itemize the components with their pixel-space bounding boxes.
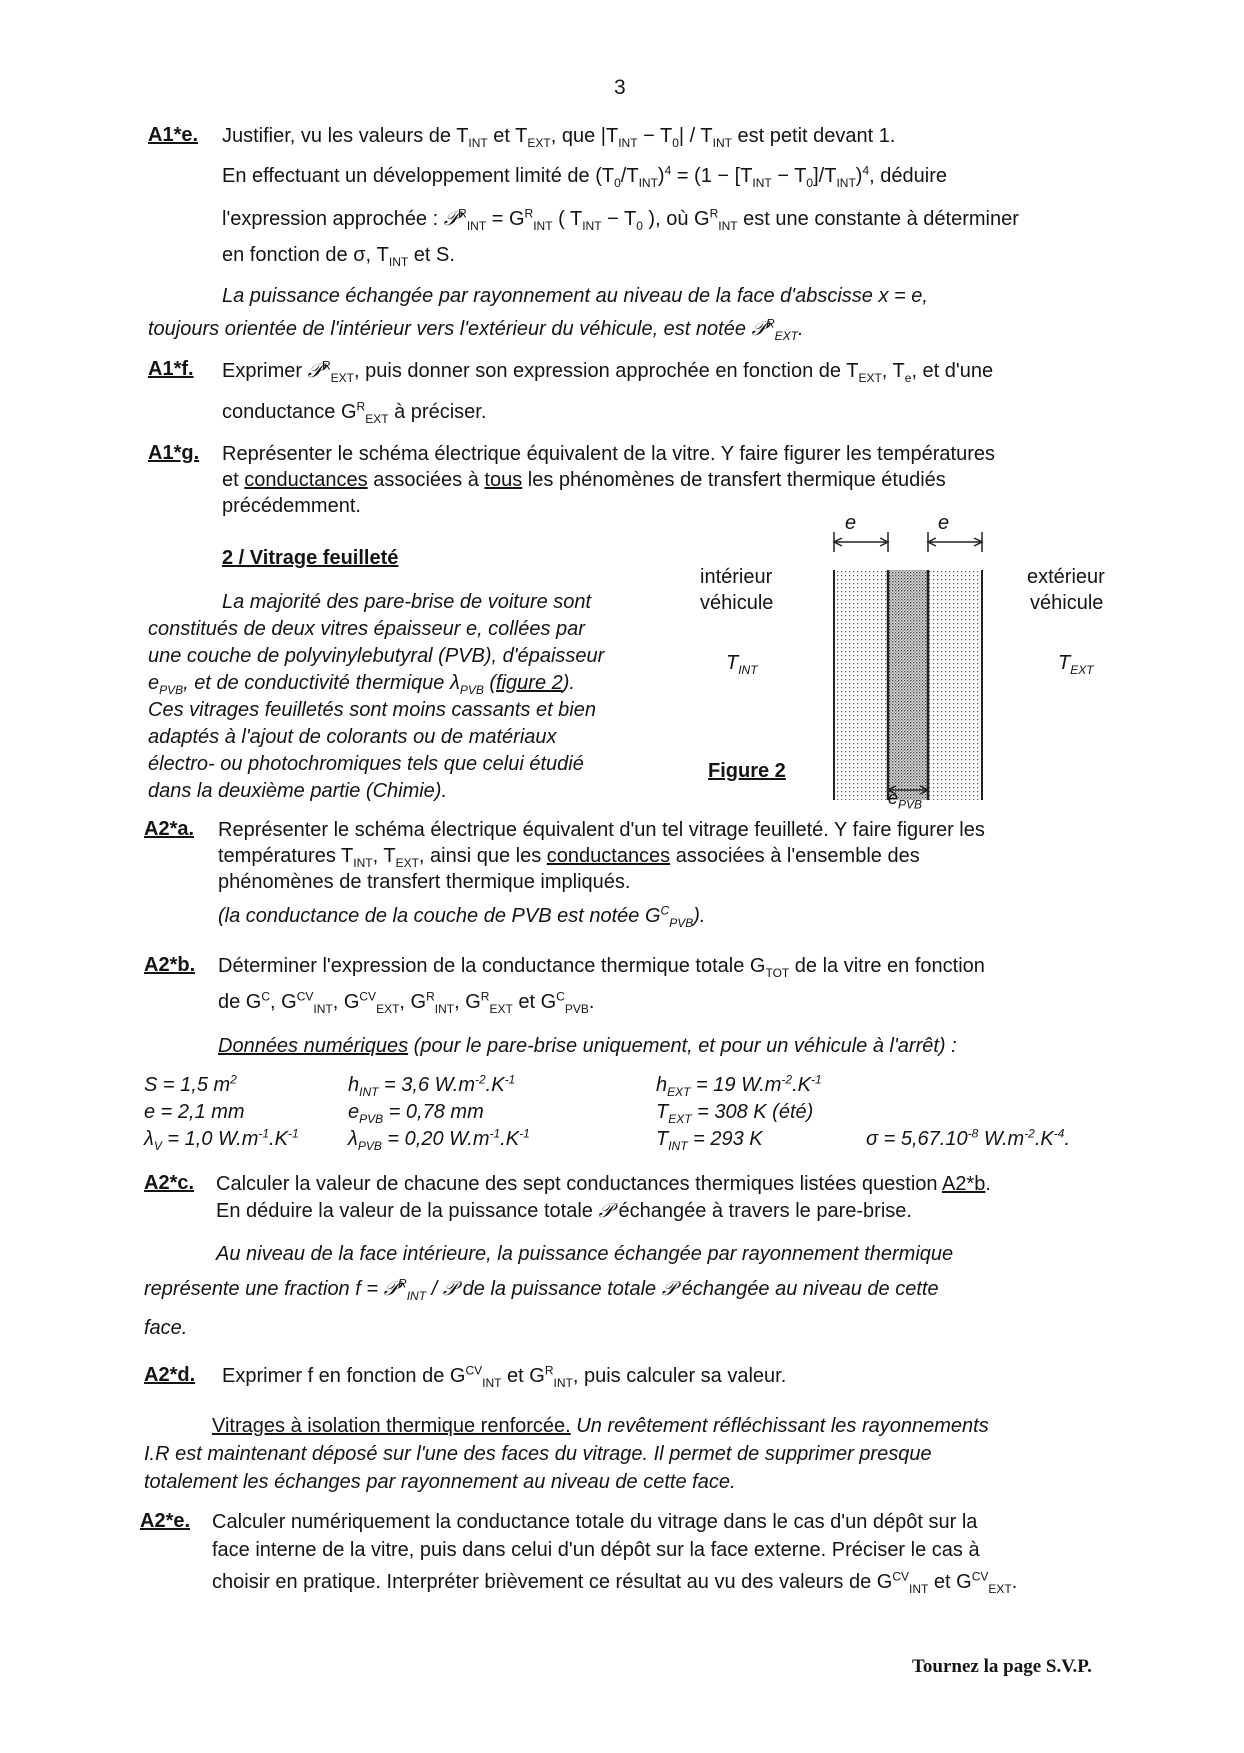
q-a2e-line-1: Calculer numériquement la conductance totale du vitrage dans le cas d'un dépôt sur la <box>212 1511 978 1533</box>
donnees-t-ext: $T_{EXT} = 308$ K (été) <box>656 1101 814 1126</box>
q-a2c-line-2: En déduire la valeur de la puissance totale 𝒫 échangée à travers le pare-brise. <box>216 1198 912 1222</box>
q-a1g-line-1: Représenter le schéma électrique équivalent de la vitre. Y faire figurer les températures <box>222 443 995 465</box>
q-a2c-line-1: Calculer la valeur de chacune des sept conductances thermiques listées question A2*b. <box>216 1173 991 1195</box>
section-2-p7: électro- ou photochromiques tels que celui étudié <box>148 753 584 775</box>
question-label-a2e: A2*e. <box>140 1510 191 1532</box>
question-label-a1e: A1*e. <box>148 124 199 146</box>
question-label-a2b: A2*b. <box>144 954 196 976</box>
label-e-pvb: $e_{PVB}$ <box>888 788 923 812</box>
q-a1e-line-1: Justifier, vu les valeurs de $T_{INT}$ et $T_{EXT}$, que $|T_{INT} - T_0| / T_{INT}$ est petit devant 1. <box>222 125 896 150</box>
donnees-t-int: $T_{INT} = 293$ K <box>656 1128 763 1153</box>
para-3-line-2: I.R est maintenant déposé sur l'une des faces du vitrage. Il permet de supprimer presque <box>144 1443 932 1465</box>
question-label-a1g: A1*g. <box>148 442 200 464</box>
donnees-title: Données numériques (pour le pare-brise uniquement, et pour un véhicule à l'arrêt) : <box>218 1035 957 1057</box>
para-2-line-2: représente une fraction f = 𝒫$^R_{INT}$ / 𝒫 de la puissance totale 𝒫 échangée au niveau de cette <box>144 1276 939 1303</box>
dim-label-e-left: e <box>845 512 857 534</box>
dim-label-e-right: e <box>938 512 950 534</box>
donnees-lambda-v: $\lambda_V = 1,0$ $W.m^{-1}.K^{-1}$ <box>144 1126 299 1153</box>
section-2-p4: $e_{PVB}$, et de conductivité thermique $\lambda_{PVB}$ (figure 2). <box>148 672 575 697</box>
figure-2-caption: Figure 2 <box>708 760 786 782</box>
q-a1g-line-2: et conductances associées à tous les phénomènes de transfert thermique étudiés <box>222 469 946 491</box>
page-number: 3 <box>614 76 626 99</box>
q-a2a-line-3: phénomènes de transfert thermique impliqués. <box>218 871 631 893</box>
q-a2a-line-4: (la conductance de la couche de PVB est notée $G^C_{PVB}$). <box>218 903 706 930</box>
para-3-line-1: Vitrages à isolation thermique renforcée. Un revêtement réfléchissant les rayonnements <box>212 1415 989 1437</box>
glass-pane-right <box>928 570 982 800</box>
q-a1e-line-4: en fonction de σ, $T_{INT}$ et S. <box>222 244 455 269</box>
section-2-title: 2 / Vitrage feuilleté <box>222 547 399 569</box>
section-2-p3: une couche de polyvinylebutyral (PVB), d'épaisseur <box>148 645 605 667</box>
donnees-h-ext: $h_{EXT} = 19$ $W.m^{-2}.K^{-1}$ <box>656 1072 822 1099</box>
glass-pane-left <box>834 570 888 800</box>
q-a1g-line-3: précédemment. <box>222 495 361 517</box>
label-exterieur: extérieur <box>1027 566 1105 588</box>
donnees-sigma: $\sigma = 5,67.10^{-8}$ $W.m^{-2}.K^{-4}$. <box>866 1126 1070 1150</box>
section-2-p8: dans la deuxième partie (Chimie). <box>148 780 448 802</box>
donnees-e: e = 2,1 mm <box>144 1101 245 1123</box>
page-footer: Tournez la page S.V.P. <box>912 1656 1092 1677</box>
q-a2a-line-2: températures $T_{INT}$, $T_{EXT}$, ainsi que les conductances associées à l'ensemble des <box>218 845 920 870</box>
label-vehicule-left: véhicule <box>700 592 774 614</box>
label-t-ext: $T_{EXT}$ <box>1058 652 1094 677</box>
donnees-h-int: $h_{INT} = 3,6$ $W.m^{-2}.K^{-1}$ <box>348 1072 516 1099</box>
question-label-a2c: A2*c. <box>144 1172 195 1194</box>
q-a1f-line-2: conductance $G^R_{EXT}$ à préciser. <box>222 399 487 426</box>
q-a2b-line-2: de $G^C$, $G^{CV}_{INT}$, $G^{CV}_{EXT}$, $G^R_{INT}$, $G^R_{EXT}$ et $G^C_{PVB}$. <box>218 989 595 1016</box>
q-a2e-line-3: choisir en pratique. Interpréter brièvement ce résultat au vu des valeurs de $G^{CV}_{INT}$ et $G^{CV}_{EXT}$. <box>212 1569 1018 1596</box>
para-1-line-1: La puissance échangée par rayonnement au niveau de la face d'abscisse x = e, <box>222 285 928 307</box>
section-2-p5: Ces vitrages feuilletés sont moins cassants et bien <box>148 699 596 721</box>
label-vehicule-right: véhicule <box>1030 592 1104 614</box>
question-label-a1f: A1*f. <box>148 358 194 380</box>
q-a2b-line-1: Déterminer l'expression de la conductance thermique totale $G_{TOT}$ de la vitre en fonction <box>218 955 985 980</box>
label-interieur: intérieur <box>700 566 773 588</box>
donnees-s: S = 1,5 $m^2$ <box>144 1072 237 1096</box>
section-2-p1: La majorité des pare-brise de voiture sont <box>222 591 592 613</box>
para-2-line-3: face. <box>144 1317 188 1339</box>
q-a1e-line-3: l'expression approchée : 𝒫$^R_{INT}$ = $G^R_{INT}$ ( $T_{INT} - T_0$ ), où $G^R_{INT}$ est une constante à déterminer <box>222 206 1019 233</box>
q-a2e-line-2: face interne de la vitre, puis dans celui d'un dépôt sur la face externe. Préciser le cas à <box>212 1539 980 1561</box>
para-2-line-1: Au niveau de la face intérieure, la puissance échangée par rayonnement thermique <box>216 1243 954 1265</box>
q-a1f-line-1: Exprimer 𝒫$^R_{EXT}$, puis donner son expression approchée en fonction de $T_{EXT}$, $T_e$, et d'une <box>222 358 994 385</box>
pvb-layer <box>888 570 928 800</box>
q-a2a-line-1: Représenter le schéma électrique équivalent d'un tel vitrage feuilleté. Y faire figurer les <box>218 819 985 841</box>
donnees-lambda-pvb: $\lambda_{PVB} = 0,20$ $W.m^{-1}.K^{-1}$ <box>348 1126 530 1153</box>
section-2-p2: constitués de deux vitres épaisseur e, collées par <box>148 618 585 640</box>
question-label-a2a: A2*a. <box>144 818 195 840</box>
para-3-line-3: totalement les échanges par rayonnement au niveau de cette face. <box>144 1471 736 1493</box>
label-t-int: $T_{INT}$ <box>726 652 758 677</box>
donnees-e-pvb: $e_{PVB} = 0,78$ mm <box>348 1101 484 1126</box>
section-2-p6: adaptés à l'ajout de colorants ou de matériaux <box>148 726 557 748</box>
question-label-a2d: A2*d. <box>144 1364 196 1386</box>
para-1-line-2: toujours orientée de l'intérieur vers l'extérieur du véhicule, est notée 𝒫$^R_{EXT}$. <box>148 316 804 343</box>
q-a1e-line-2: En effectuant un développement limité de $(T_0/T_{INT})^4 = (1 - [T_{INT} - T_0]/T_{INT})^4$, déduire <box>222 163 947 190</box>
q-a2d-line-1: Exprimer f en fonction de $G^{CV}_{INT}$ et $G^R_{INT}$, puis calculer sa valeur. <box>222 1363 787 1390</box>
